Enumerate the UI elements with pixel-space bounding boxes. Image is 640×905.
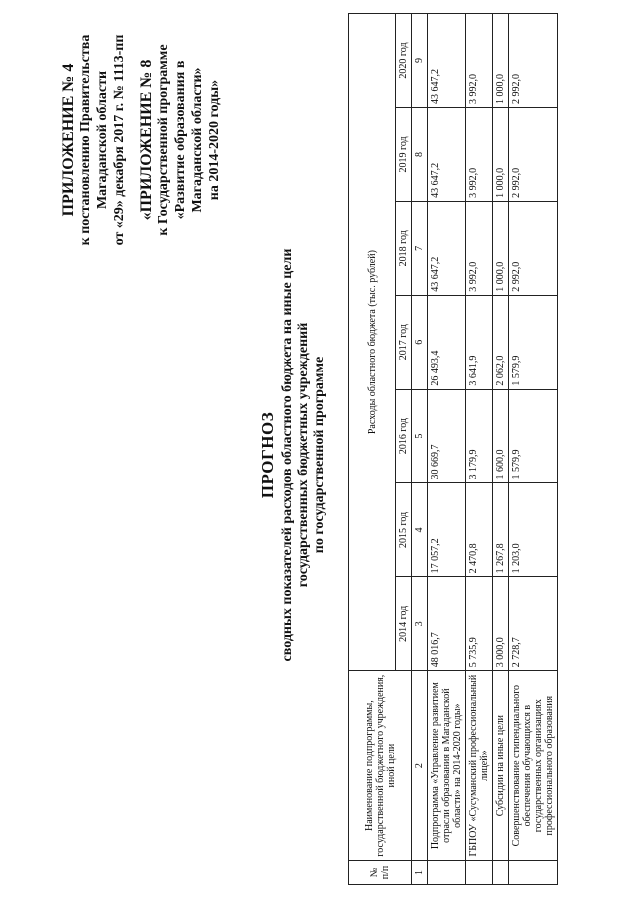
header-no: № п/п <box>349 861 412 885</box>
expenses-table <box>348 13 558 885</box>
row-no <box>509 861 558 885</box>
header-year: 2015 год <box>396 483 412 577</box>
row-value: 2 992,0 <box>509 201 558 295</box>
table-row <box>466 14 493 885</box>
row-value: 1 600,0 <box>493 389 509 483</box>
title-line-2: государственных бюджетных учреждений <box>296 322 311 588</box>
row-value: 1 579,9 <box>509 389 558 483</box>
row-value: 1 000,0 <box>493 14 509 108</box>
row-value: 1 267,8 <box>493 483 509 577</box>
row-value: 3 992,0 <box>466 108 493 202</box>
row-value: 5 735,9 <box>466 577 493 671</box>
header-expenses-group: Расходы областного бюджета (тыс. рублей) <box>349 14 396 671</box>
row-name: Подпрограмма «Управление развитием отрасли образования в Магаданской области» на 2014-2020 годы» <box>428 671 466 861</box>
row-value: 1 203,0 <box>509 483 558 577</box>
header-year: 2014 год <box>396 577 412 671</box>
row-value: 3 992,0 <box>466 14 493 108</box>
appendix-8-number: «ПРИЛОЖЕНИЕ № 8 <box>138 59 155 221</box>
appendix-date: от «29» декабря 2017 г. № 1113-пп <box>112 34 127 246</box>
appendix-region: Магаданской области <box>95 70 110 210</box>
header-year: 2017 год <box>396 295 412 389</box>
column-index: 5 <box>412 389 428 483</box>
title-main: ПРОГНОЗ <box>258 411 277 499</box>
row-value: 17 057,2 <box>428 483 466 577</box>
column-index-row <box>412 14 428 885</box>
row-no <box>428 861 466 885</box>
appendix-8-program: «Развитие образования в <box>173 60 188 220</box>
column-index: 3 <box>412 577 428 671</box>
appendix-ref: к постановлению Правительства <box>78 34 93 246</box>
row-no <box>466 861 493 885</box>
row-value: 3 641,9 <box>466 295 493 389</box>
row-value: 3 000,0 <box>493 577 509 671</box>
column-index: 4 <box>412 483 428 577</box>
row-value: 30 669,7 <box>428 389 466 483</box>
header-year: 2016 год <box>396 389 412 483</box>
row-value: 43 647,2 <box>428 108 466 202</box>
row-no <box>493 861 509 885</box>
appendix-header <box>60 10 223 270</box>
header-name: Наименование подпрограммы, государственной бюджетного учреждения, иной цели <box>349 671 412 861</box>
document-title <box>260 175 328 735</box>
row-value: 2 062,0 <box>493 295 509 389</box>
column-index: 9 <box>412 14 428 108</box>
appendix-8-region: Магаданской области» <box>190 67 205 213</box>
row-value: 3 992,0 <box>466 201 493 295</box>
row-name: ГБПОУ «Сусуманский профессиональный лицей» <box>466 671 493 861</box>
row-value: 1 000,0 <box>493 108 509 202</box>
row-value: 2 992,0 <box>509 14 558 108</box>
header-year: 2018 год <box>396 201 412 295</box>
title-line-1: сводных показателей расходов областного бюджета на иные цели <box>280 248 295 662</box>
column-index: 1 <box>412 861 428 885</box>
row-value: 1 000,0 <box>493 201 509 295</box>
row-value: 43 647,2 <box>428 14 466 108</box>
column-index: 6 <box>412 295 428 389</box>
column-index: 8 <box>412 108 428 202</box>
appendix-8-ref: к Государственной программе <box>156 44 171 236</box>
row-value: 2 470,8 <box>466 483 493 577</box>
row-name: Субсидии на иные цели <box>493 671 509 861</box>
row-value: 48 016,7 <box>428 577 466 671</box>
appendix-8-years: на 2014-2020 годы» <box>207 79 222 201</box>
row-value: 43 647,2 <box>428 201 466 295</box>
row-value: 3 179,9 <box>466 389 493 483</box>
row-value: 2 728,7 <box>509 577 558 671</box>
table-row <box>493 14 509 885</box>
header-year: 2020 год <box>396 14 412 108</box>
row-value: 26 493,4 <box>428 295 466 389</box>
row-value: 2 992,0 <box>509 108 558 202</box>
appendix-number: ПРИЛОЖЕНИЕ № 4 <box>60 63 77 217</box>
title-line-3: по государственной программе <box>312 356 327 554</box>
row-value: 1 579,9 <box>509 295 558 389</box>
table-row <box>509 14 558 885</box>
table-row <box>428 14 466 885</box>
column-index: 7 <box>412 201 428 295</box>
header-year: 2019 год <box>396 108 412 202</box>
column-index: 2 <box>412 671 428 861</box>
row-name: Совершенствование стипендиального обеспечения обучающихся в государственных организациях профессионального образования <box>509 671 558 861</box>
